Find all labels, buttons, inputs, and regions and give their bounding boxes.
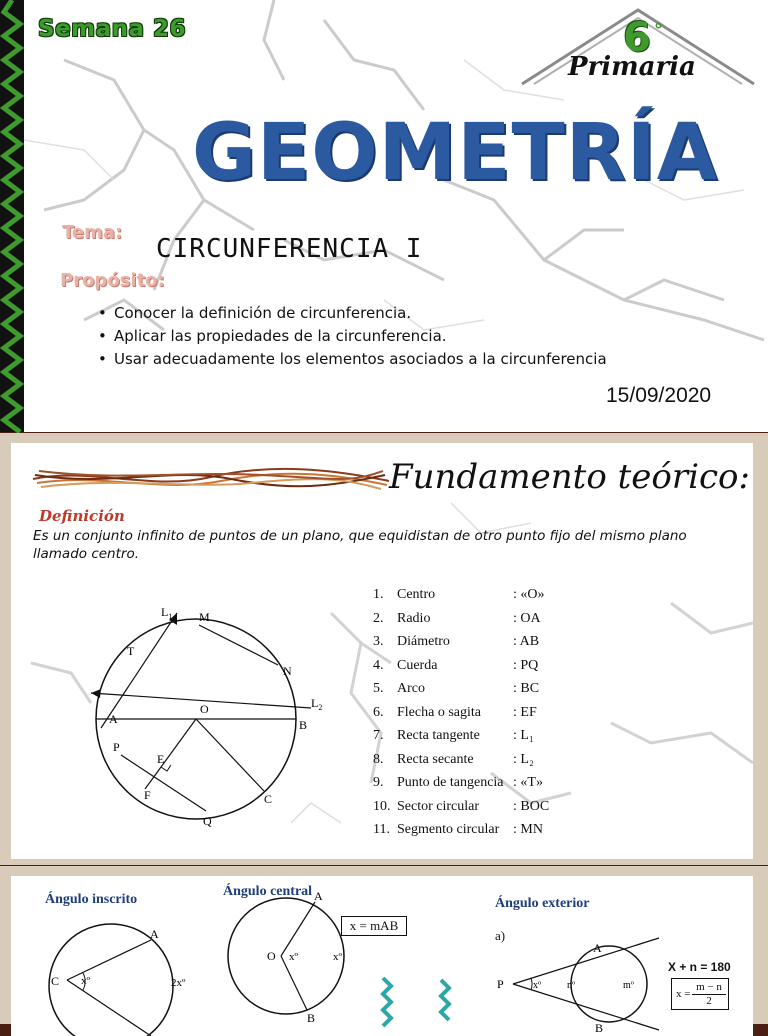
circumference-diagram	[81, 603, 331, 843]
angles-slide	[0, 866, 768, 1035]
theory-slide	[0, 433, 768, 865]
element-name: Diámetro	[397, 634, 450, 649]
element-row	[373, 748, 549, 772]
element-name: Punto de tangencia	[397, 775, 504, 790]
label-O: O	[200, 702, 209, 716]
inscribed-label-C: C	[51, 974, 60, 988]
week-label: Semana 26	[38, 16, 187, 42]
angles-slide-content	[11, 876, 753, 1036]
exterior-formula-den: 2	[706, 995, 712, 1007]
definition-text: Es un conjunto infinito de puntos de un plano, que equidistan de otro punto fijo del mismo plano llamado centro.	[33, 528, 687, 562]
element-name: Radio	[397, 610, 431, 626]
inscribed-label-x: xº	[81, 975, 90, 987]
element-name: Recta secante	[397, 751, 474, 767]
label-E: E	[157, 752, 165, 766]
label-B: B	[299, 718, 308, 732]
part-a-label: a)	[495, 928, 506, 943]
element-row	[373, 630, 549, 654]
label-Q: Q	[203, 814, 212, 828]
central-label-O: O	[267, 949, 276, 963]
inscribed-angle-title: Ángulo inscrito	[45, 892, 138, 907]
angles-diagrams	[11, 876, 753, 1036]
element-row	[373, 701, 549, 725]
element-name: Arco	[397, 681, 425, 696]
label-L1: $L_1$	[161, 605, 173, 621]
element-num: 6.	[373, 704, 384, 720]
element-row	[373, 724, 549, 748]
element-symbol: : BC	[513, 681, 540, 696]
label-C: C	[264, 792, 273, 806]
label-T: T	[127, 644, 135, 658]
label-A: A	[109, 712, 118, 726]
elements-list	[373, 583, 549, 842]
purpose-list	[98, 302, 607, 371]
element-symbol: : OA	[513, 610, 541, 626]
definition-label: Definición	[39, 507, 125, 525]
element-symbol: : AB	[513, 634, 540, 649]
element-name: Centro	[397, 587, 436, 602]
element-num: 9.	[373, 775, 384, 790]
element-row	[373, 677, 549, 701]
exterior-label-x: xº	[533, 980, 542, 991]
central-label-x: xº	[289, 951, 298, 963]
purpose-item: • Usar adecuadamente los elementos asociados a la circunferencia	[98, 348, 607, 371]
element-name: Flecha o sagita	[397, 704, 481, 720]
purpose-label: Propósito:	[60, 270, 165, 291]
element-row	[373, 583, 549, 607]
inscribed-label-A: A	[150, 927, 159, 941]
central-label-A: A	[314, 889, 323, 903]
purpose-item: • Aplicar las propiedades de la circunferencia.	[98, 325, 607, 348]
cover-slide	[0, 0, 768, 432]
element-row	[373, 795, 549, 819]
element-row	[373, 771, 549, 795]
element-num: 7.	[373, 728, 384, 743]
purpose-item: • Conocer la definición de circunferencia.	[98, 302, 607, 325]
element-symbol: : PQ	[513, 657, 539, 673]
grade-suffix: °	[654, 20, 663, 41]
element-num: 4.	[373, 657, 384, 673]
element-num: 2.	[373, 610, 384, 626]
label-M: M	[199, 610, 210, 624]
element-num: 5.	[373, 681, 384, 696]
element-name: Cuerda	[397, 657, 438, 673]
exterior-equation: X + n = 180	[668, 960, 731, 974]
subject-title: GEOMETRÍA	[192, 108, 719, 198]
zigzag-border	[0, 0, 24, 432]
label-L2: $L_2$	[311, 696, 323, 712]
label-N: N	[283, 664, 292, 678]
element-name: Recta tangente	[397, 728, 480, 743]
brush-stroke-decoration	[31, 463, 391, 497]
exterior-formula-num: m − n	[692, 981, 726, 995]
element-symbol: : «T»	[513, 775, 543, 790]
central-label-B: B	[307, 1011, 316, 1025]
level-label: Primaria	[568, 52, 696, 82]
central-angle-title: Ángulo central	[223, 884, 313, 899]
exterior-label-A: A	[593, 941, 602, 955]
exterior-label-n: nº	[567, 980, 576, 991]
inscribed-label-2x: 2xº	[171, 977, 186, 989]
central-formula: x = mAB	[341, 916, 407, 936]
central-label-x-arc: xº	[333, 951, 342, 963]
grade-number: 6	[623, 15, 651, 61]
element-symbol: : «O»	[513, 587, 545, 602]
element-row	[373, 818, 549, 842]
section-title: Fundamento teórico:	[389, 457, 750, 497]
tema-label: Tema:	[62, 222, 123, 243]
element-row	[373, 654, 549, 678]
element-symbol: : BOC	[513, 798, 550, 814]
exterior-formula-x: x =	[676, 988, 691, 1000]
label-P: P	[113, 740, 120, 754]
element-num: 1.	[373, 587, 384, 602]
label-F: F	[144, 788, 151, 802]
topic-title: CIRCUNFERENCIA I	[156, 234, 423, 264]
theory-slide-content	[11, 443, 753, 859]
exterior-label-m: mº	[623, 980, 634, 991]
element-symbol: : L₁	[513, 728, 534, 743]
element-symbol: : L₂	[513, 751, 534, 767]
element-symbol: : EF	[513, 704, 537, 720]
element-num: 3.	[373, 634, 384, 649]
element-num: 11.	[373, 822, 390, 837]
exterior-angle-title: Ángulo exterior	[495, 896, 590, 911]
element-name: Segmento circular	[397, 822, 500, 837]
element-num: 8.	[373, 751, 384, 767]
exterior-label-B: B	[595, 1021, 604, 1035]
date-label: 15/09/2020	[606, 384, 712, 407]
element-num: 10.	[373, 798, 391, 814]
element-row	[373, 607, 549, 631]
element-symbol: : MN	[513, 822, 543, 837]
exterior-label-P: P	[497, 977, 504, 991]
element-name: Sector circular	[397, 798, 480, 814]
